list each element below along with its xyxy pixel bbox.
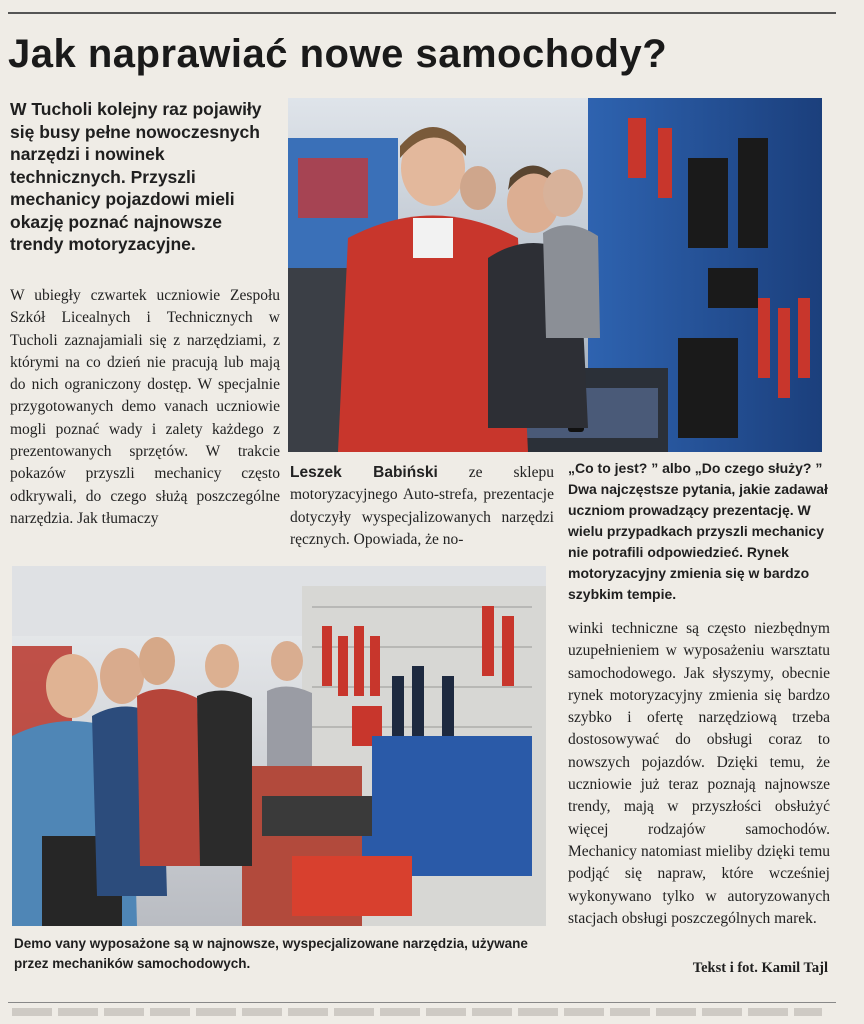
headline: Jak naprawiać nowe samochody? [8, 32, 668, 76]
top-rule [8, 12, 836, 14]
body-column-4: winki techniczne są często niezbędnym uzupełnieniem w wyposażeniu warsztatu samochodowego. Jak słyszymy, obecnie rynek motoryzacyjny zmienia się bardzo szybko i ofertę narzędziową trzeba dostosowywać do obsługi coraz to nowszych pojazdów. Dzięki temu, że uczniowie już teraz poznają najnowsze trendy, mają w przyszłości obsłużyć więcej rodzajów samochodów. Mechanicy natomiast mieliby dzięki temu podjąć się napraw, które wcześniej wykonywano tylko w autoryzowanych stacjach obsługi poszczególnych marek. [568, 620, 830, 927]
lead-paragraph: W Tucholi kolejny raz pojawiły się busy pełne nowoczesnych narzędzi i nowinek technicznych. Przyszli mechanicy pojazdowi mieli okazję poznać najnowsze trendy motoryzacyjne. [10, 99, 262, 254]
photo-caption: Demo vany wyposażone są w najnowsze, wyspecjalizowane narzędzia, używane przez mechaników samochodowych. [14, 936, 528, 971]
body-column-2-text: ze sklepu motoryzacyjnego Auto-strefa, prezentacje dotyczyły wyspecjalizowanych narzędzi ręcznych. Opowiada, że no- [290, 464, 554, 548]
photo-van-illustration [12, 566, 546, 926]
photo-students-in-van [288, 98, 822, 452]
body-column-2 [290, 462, 554, 551]
footer-strip [12, 1008, 822, 1016]
author-credit: Tekst i fot. Kamil Tajl [692, 960, 828, 976]
person-name: Leszek Babiński [290, 464, 438, 481]
body-column-1: W ubiegły czwartek uczniowie Zespołu Szkół Licealnych i Technicznych w Tucholi zaznajamiali się z narzędziami, z którymi na co dzień nie pracują lub mają do nich ograniczony dostęp. W specjalnie przygotowanych demo vanach uczniowie mogli poznać wady i zalety każdego z prezentowanych sprzętów. W trakcie pokazów przyszli mechanicy często odkrywali, do czego służą poszczególne narzędzia. Jak tłumaczy [10, 287, 280, 527]
pull-quote: „Co to jest? ” albo „Do czego służy? ” Dwa najczęstsze pytania, jakie zadawał uczniom prowadzący prezentację. W wielu przypadkach przyszli mechanicy nie potrafili odpowiedzieć. Rynek motoryzacyjny zmienia się w bardzo szybkim tempie. [568, 460, 828, 602]
bottom-rule [8, 1002, 836, 1003]
photo-students-illustration [288, 98, 822, 452]
photo-demo-van-interior [12, 566, 546, 926]
